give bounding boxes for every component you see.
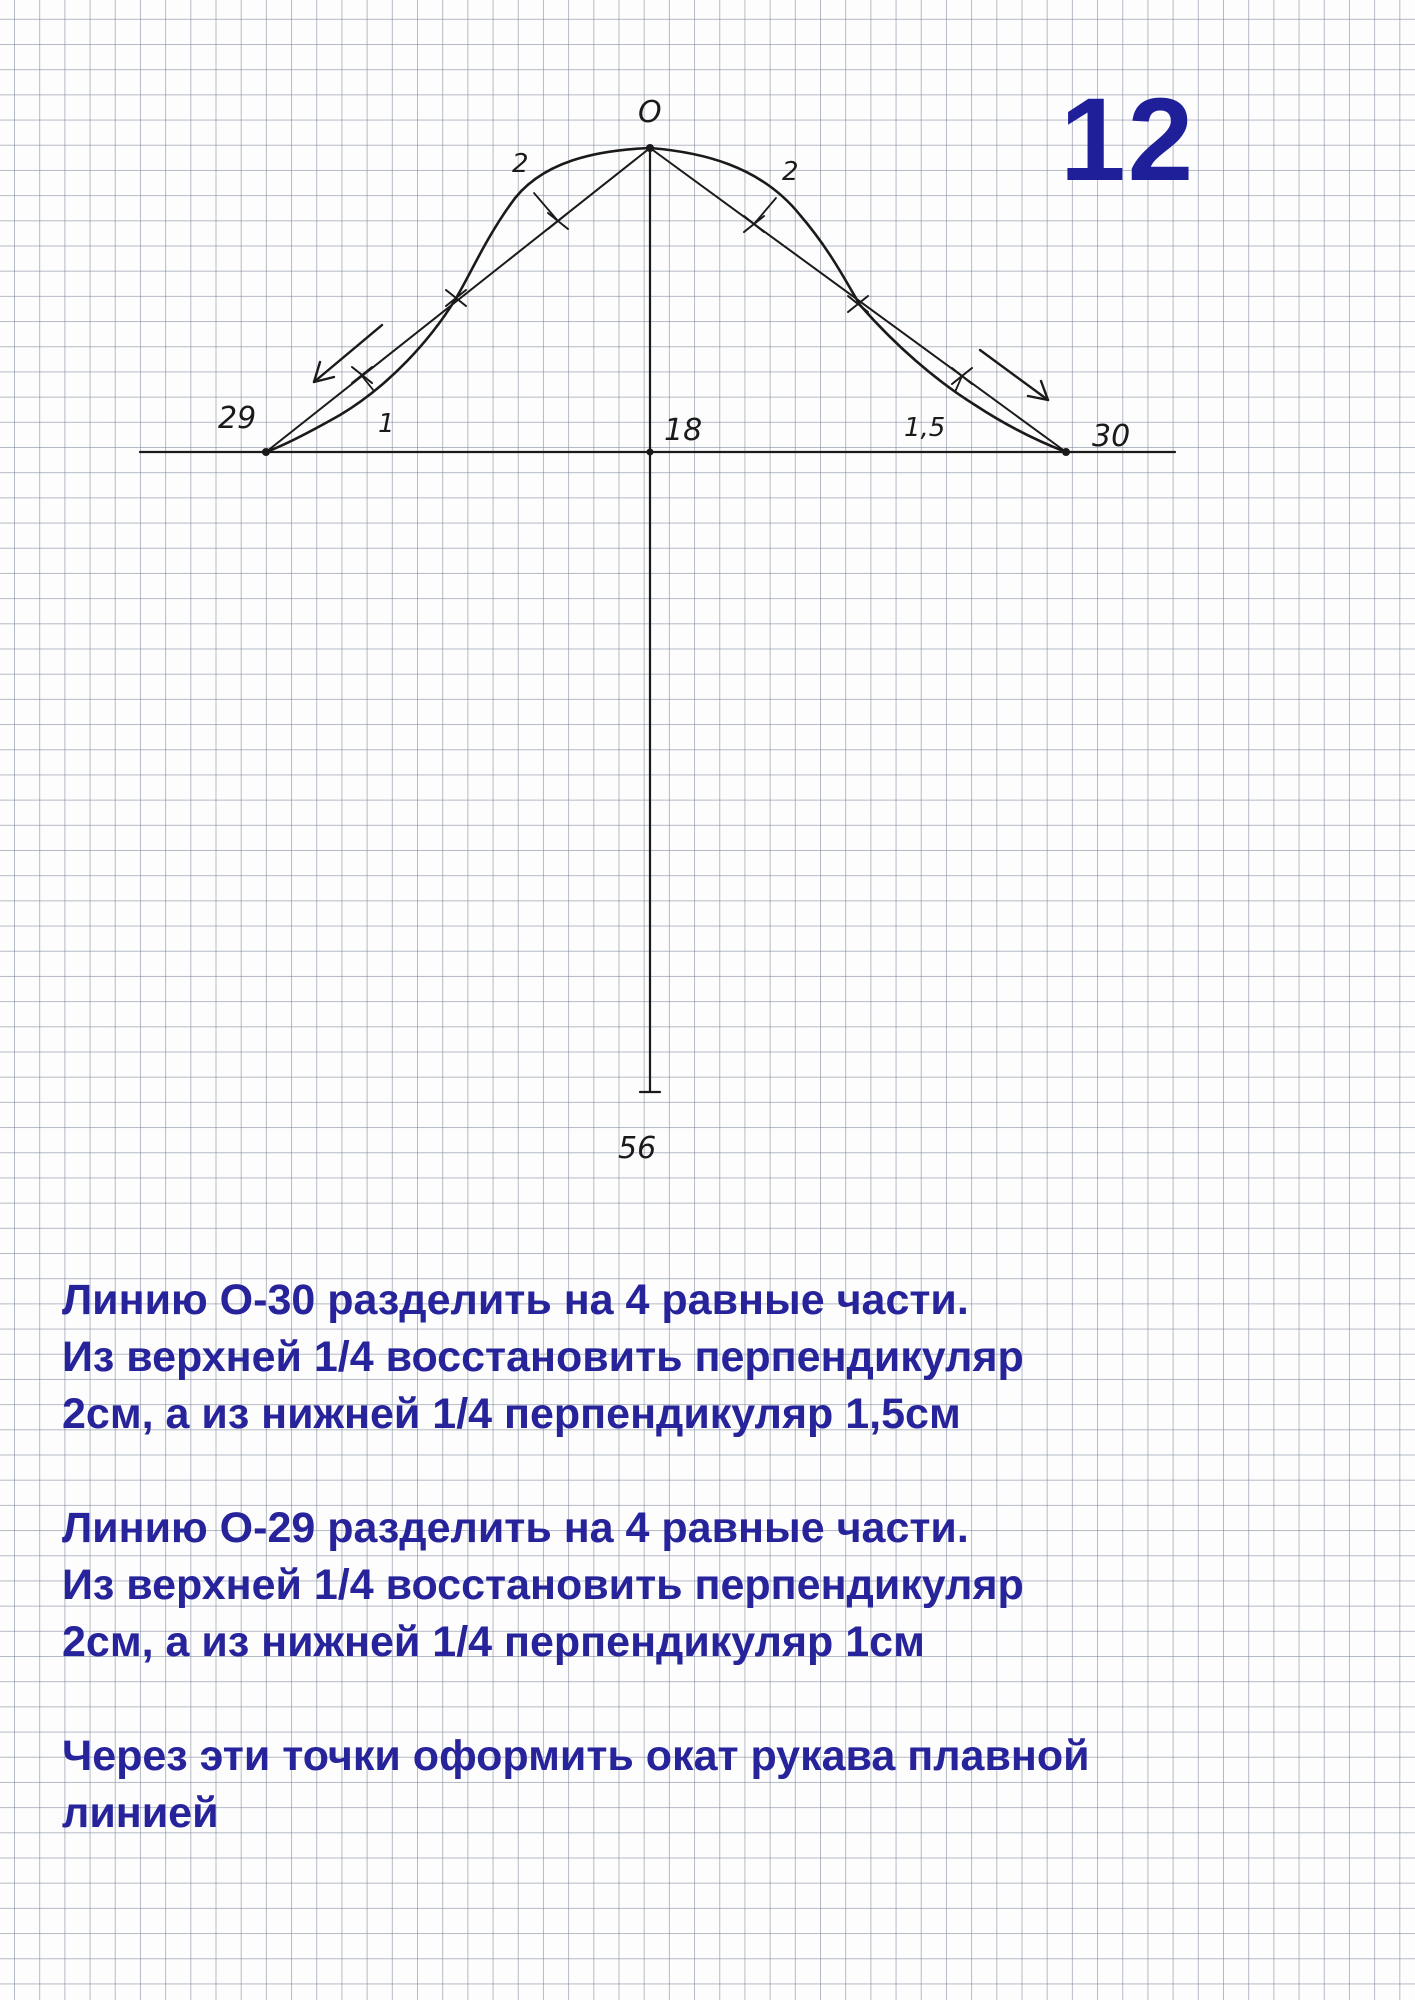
label-point-center: 18	[664, 413, 703, 448]
instruction-line: Из верхней 1/4 восстановить перпендикуляр	[62, 1333, 1024, 1381]
arrow-left	[314, 325, 382, 382]
instruction-paragraph-2	[62, 1500, 1362, 1671]
point-left	[262, 448, 270, 456]
instruction-line: Линию О-30 разделить на 4 равные части.	[62, 1276, 969, 1324]
instruction-paragraph-3	[62, 1728, 1362, 1842]
label-offset-lower-right: 1,5	[904, 413, 946, 443]
arrow-right	[980, 350, 1048, 400]
division-marks	[352, 213, 972, 384]
point-top	[646, 144, 654, 152]
label-offset-upper-left: 2	[512, 149, 529, 179]
instruction-paragraph-1	[62, 1272, 1362, 1443]
instruction-line: линией	[62, 1789, 219, 1837]
instruction-line: 2см, а из нижней 1/4 перпендикуляр 1см	[62, 1618, 925, 1666]
instructions-text	[62, 1272, 1362, 1842]
label-point-right: 30	[1092, 419, 1131, 454]
label-offset-upper-right: 2	[782, 157, 799, 187]
label-point-left: 29	[218, 401, 257, 436]
instruction-line: Линию О-29 разделить на 4 равные части.	[62, 1504, 969, 1552]
point-center	[647, 449, 654, 456]
perpendicular-upper-left	[534, 193, 558, 221]
instruction-line: 2см, а из нижней 1/4 перпендикуляр 1,5см	[62, 1390, 961, 1438]
label-point-top: О	[638, 95, 662, 130]
label-point-bottom: 56	[618, 1131, 657, 1166]
page-number: 12	[1060, 74, 1196, 206]
instruction-line: Через эти точки оформить окат рукава плавной	[62, 1732, 1090, 1780]
instruction-line: Из верхней 1/4 восстановить перпендикуляр	[62, 1561, 1024, 1609]
label-offset-lower-left: 1	[378, 409, 395, 439]
point-right	[1062, 448, 1070, 456]
